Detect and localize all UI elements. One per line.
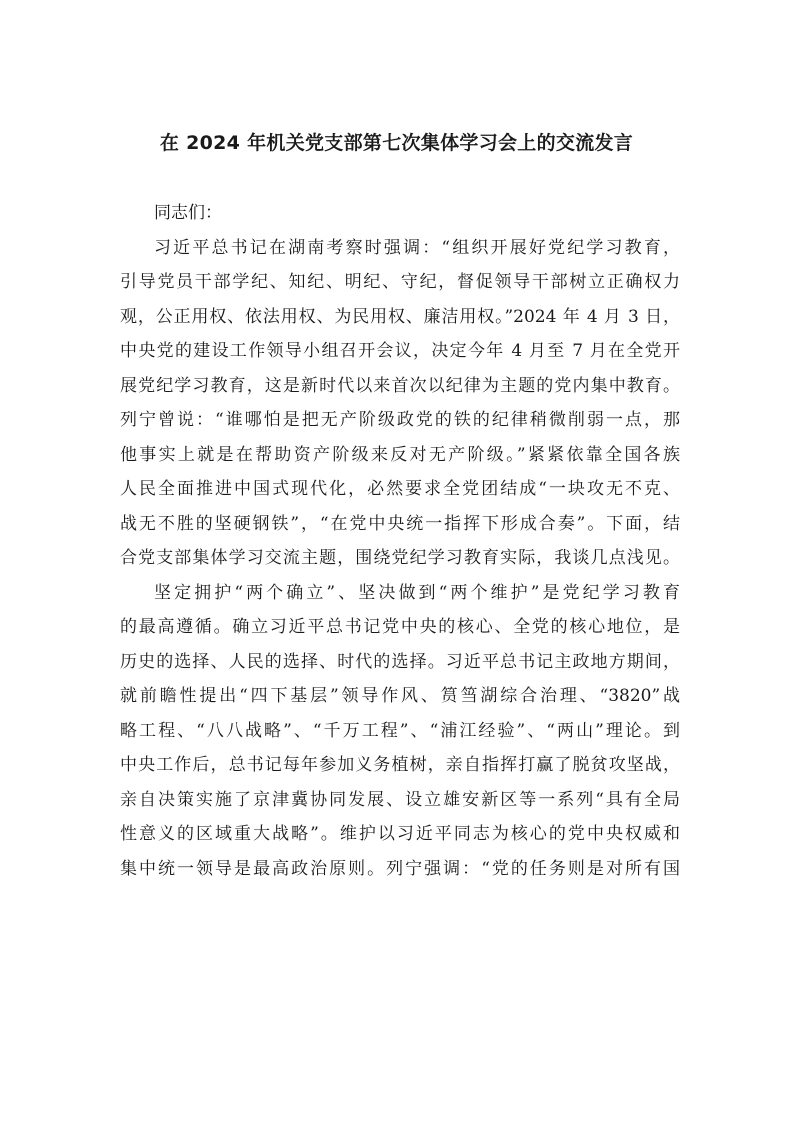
- document-body: [120, 196, 680, 886]
- paragraph-line: 观，公正用权、依法用权、为民用权、廉洁用权。”2024 年 4 月 3 日，: [120, 306, 680, 327]
- paragraph-line: 他事实上就是在帮助资产阶级来反对无产阶级。”紧紧依靠全国各族: [120, 444, 680, 465]
- paragraph-line: 列宁曾说：“谁哪怕是把无产阶级政党的铁的纪律稍微削弱一点，那: [120, 410, 680, 430]
- paragraph-line: 历史的选择、人民的选择、时代的选择。习近平总书记主政地方期间，: [120, 651, 680, 672]
- document-title: 在 2024 年机关党支部第七次集体学习会上的交流发言: [159, 132, 634, 154]
- paragraph-line: 集中统一领导是最高政治原则。列宁强调：“党的任务则是对所有国: [120, 858, 680, 879]
- paragraph-line: 略工程、“八八战略”、“千万工程”、“浦江经验”、“两山”理论。到: [120, 720, 680, 741]
- greeting: 同志们：: [154, 203, 222, 223]
- paragraph-line: 战无不胜的坚硬钢铁”，“在党中央统一指挥下形成合奏”。下面，结: [120, 513, 680, 534]
- paragraph-line: 中央工作后，总书记每年参加义务植树，亲自指挥打赢了脱贫攻坚战，: [120, 755, 680, 775]
- paragraph-line: 就前瞻性提出“四下基层”领导作风、筼筜湖综合治理、“3820”战: [120, 686, 680, 706]
- paragraph-line: 性意义的区域重大战略”。维护以习近平同志为核心的党中央权威和: [120, 824, 680, 844]
- paragraph-line: 中央党的建设工作领导小组召开会议，决定今年 4 月至 7 月在全党开: [120, 341, 680, 361]
- paragraph-line: 习近平总书记在湖南考察时强调：“组织开展好党纪学习教育，: [154, 237, 680, 258]
- paragraph-1: [120, 231, 680, 576]
- paragraph-line: 人民全面推进中国式现代化，必然要求全党团结成“一块攻无不克、: [120, 479, 680, 499]
- paragraph-line: 引导党员干部学纪、知纪、明纪、守纪，督促领导干部树立正确权力: [120, 272, 680, 292]
- paragraph-2: [120, 576, 680, 887]
- paragraph-line: 展党纪学习教育，这是新时代以来首次以纪律为主题的党内集中教育。: [120, 375, 680, 396]
- paragraph-line: 亲自决策实施了京津冀协同发展、设立雄安新区等一系列“具有全局: [120, 789, 680, 810]
- paragraph-line: 的最高遵循。确立习近平总书记党中央的核心、全党的核心地位，是: [120, 617, 680, 637]
- paragraph-line: 坚定拥护“两个确立”、坚决做到“两个维护”是党纪学习教育: [154, 582, 680, 603]
- paragraph-line: 合党支部集体学习交流主题，围绕党纪学习教育实际，我谈几点浅见。: [120, 548, 680, 568]
